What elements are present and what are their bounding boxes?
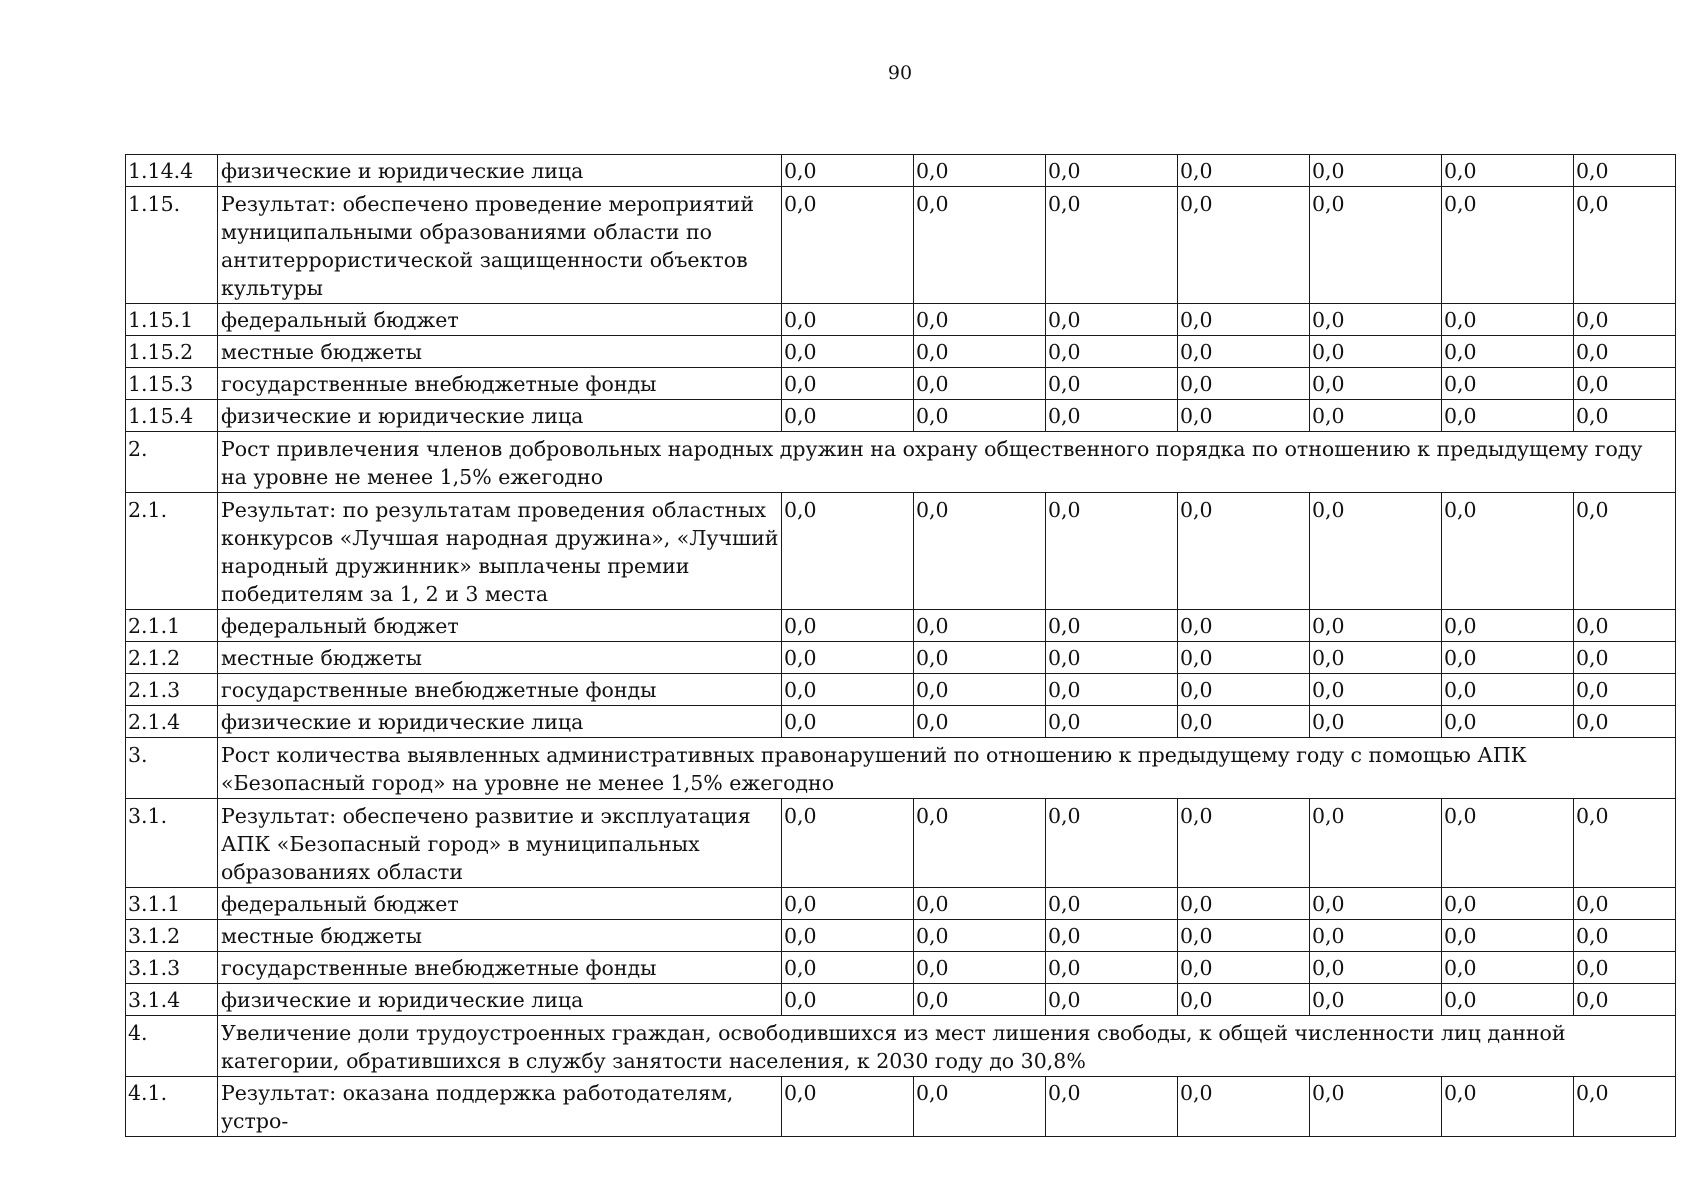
row-label: Результат: обеспечено проведение мероприятий муниципальными образованиями области по антитеррористической защищенности объектов культуры — [218, 187, 782, 304]
value-cell: 0,0 — [1178, 888, 1310, 920]
value-cell: 0,0 — [782, 952, 914, 984]
value-cell: 0,0 — [782, 610, 914, 642]
value-cell: 0,0 — [1178, 336, 1310, 368]
table-row — [126, 888, 1676, 920]
value-cell: 0,0 — [782, 155, 914, 187]
value-cell: 0,0 — [1574, 888, 1676, 920]
value-cell: 0,0 — [1574, 1077, 1676, 1137]
value-cell: 0,0 — [914, 920, 1046, 952]
value-cell: 0,0 — [1310, 155, 1442, 187]
value-cell: 0,0 — [1574, 642, 1676, 674]
row-label: местные бюджеты — [218, 920, 782, 952]
value-cell: 0,0 — [1310, 336, 1442, 368]
row-code: 1.15.2 — [126, 336, 218, 368]
value-cell: 0,0 — [914, 799, 1046, 888]
value-cell: 0,0 — [1178, 304, 1310, 336]
value-cell: 0,0 — [1574, 336, 1676, 368]
value-cell: 0,0 — [782, 706, 914, 738]
table-row — [126, 706, 1676, 738]
value-cell: 0,0 — [1442, 799, 1574, 888]
value-cell: 0,0 — [782, 336, 914, 368]
row-label: государственные внебюджетные фонды — [218, 674, 782, 706]
value-cell: 0,0 — [914, 706, 1046, 738]
table-body — [126, 155, 1676, 1137]
value-cell: 0,0 — [1574, 493, 1676, 610]
row-code: 3.1.2 — [126, 920, 218, 952]
table-row — [126, 368, 1676, 400]
value-cell: 0,0 — [1310, 610, 1442, 642]
value-cell: 0,0 — [1442, 920, 1574, 952]
row-code: 3.1.1 — [126, 888, 218, 920]
value-cell: 0,0 — [1178, 920, 1310, 952]
value-cell: 0,0 — [1046, 336, 1178, 368]
row-label: местные бюджеты — [218, 336, 782, 368]
value-cell: 0,0 — [914, 336, 1046, 368]
value-cell: 0,0 — [1442, 368, 1574, 400]
value-cell: 0,0 — [914, 368, 1046, 400]
value-cell: 0,0 — [1310, 920, 1442, 952]
row-code: 4. — [126, 1016, 218, 1077]
value-cell: 0,0 — [1310, 888, 1442, 920]
table-row — [126, 493, 1676, 610]
table-row — [126, 674, 1676, 706]
row-code: 1.15.3 — [126, 368, 218, 400]
page-number: 90 — [887, 62, 913, 84]
value-cell: 0,0 — [1442, 493, 1574, 610]
value-cell: 0,0 — [1442, 984, 1574, 1016]
value-cell: 0,0 — [1178, 187, 1310, 304]
value-cell: 0,0 — [1574, 920, 1676, 952]
value-cell: 0,0 — [782, 187, 914, 304]
value-cell: 0,0 — [1310, 799, 1442, 888]
value-cell: 0,0 — [782, 799, 914, 888]
row-label: физические и юридические лица — [218, 155, 782, 187]
value-cell: 0,0 — [1046, 706, 1178, 738]
row-label: физические и юридические лица — [218, 400, 782, 432]
value-cell: 0,0 — [1574, 304, 1676, 336]
value-cell: 0,0 — [1574, 799, 1676, 888]
value-cell: 0,0 — [914, 888, 1046, 920]
table-row — [126, 432, 1676, 493]
value-cell: 0,0 — [1442, 952, 1574, 984]
value-cell: 0,0 — [1574, 984, 1676, 1016]
section-heading: Рост привлечения членов добровольных народных дружин на охрану общественного порядка по отношению к предыдущему году на уровне не менее 1,5% ежегодно — [218, 432, 1676, 493]
value-cell: 0,0 — [1178, 799, 1310, 888]
value-cell: 0,0 — [782, 984, 914, 1016]
value-cell: 0,0 — [1574, 187, 1676, 304]
value-cell: 0,0 — [1574, 952, 1676, 984]
value-cell: 0,0 — [914, 400, 1046, 432]
value-cell: 0,0 — [1046, 674, 1178, 706]
value-cell: 0,0 — [914, 642, 1046, 674]
table-row — [126, 155, 1676, 187]
value-cell: 0,0 — [1046, 952, 1178, 984]
row-label: Результат: оказана поддержка работодателям, устро- — [218, 1077, 782, 1137]
value-cell: 0,0 — [782, 888, 914, 920]
value-cell: 0,0 — [782, 304, 914, 336]
value-cell: 0,0 — [1442, 674, 1574, 706]
value-cell: 0,0 — [1574, 368, 1676, 400]
table-row — [126, 610, 1676, 642]
row-code: 2.1.1 — [126, 610, 218, 642]
table-row — [126, 1077, 1676, 1137]
value-cell: 0,0 — [914, 155, 1046, 187]
value-cell: 0,0 — [1178, 642, 1310, 674]
table-row — [126, 336, 1676, 368]
value-cell: 0,0 — [1442, 400, 1574, 432]
value-cell: 0,0 — [1442, 888, 1574, 920]
value-cell: 0,0 — [1046, 984, 1178, 1016]
value-cell: 0,0 — [1046, 493, 1178, 610]
value-cell: 0,0 — [914, 610, 1046, 642]
value-cell: 0,0 — [914, 984, 1046, 1016]
value-cell: 0,0 — [1442, 336, 1574, 368]
value-cell: 0,0 — [1442, 304, 1574, 336]
row-code: 2. — [126, 432, 218, 493]
value-cell: 0,0 — [1046, 1077, 1178, 1137]
value-cell: 0,0 — [782, 674, 914, 706]
value-cell: 0,0 — [1046, 187, 1178, 304]
row-label: государственные внебюджетные фонды — [218, 368, 782, 400]
table-row — [126, 400, 1676, 432]
value-cell: 0,0 — [1574, 400, 1676, 432]
value-cell: 0,0 — [1046, 920, 1178, 952]
value-cell: 0,0 — [1574, 155, 1676, 187]
value-cell: 0,0 — [1046, 642, 1178, 674]
value-cell: 0,0 — [1178, 952, 1310, 984]
row-code: 2.1. — [126, 493, 218, 610]
table-row — [126, 187, 1676, 304]
value-cell: 0,0 — [914, 952, 1046, 984]
value-cell: 0,0 — [1178, 493, 1310, 610]
value-cell: 0,0 — [914, 1077, 1046, 1137]
value-cell: 0,0 — [1310, 674, 1442, 706]
row-code: 2.1.2 — [126, 642, 218, 674]
value-cell: 0,0 — [1178, 610, 1310, 642]
table-row — [126, 738, 1676, 799]
value-cell: 0,0 — [1046, 304, 1178, 336]
row-code: 3. — [126, 738, 218, 799]
value-cell: 0,0 — [1442, 187, 1574, 304]
value-cell: 0,0 — [1178, 706, 1310, 738]
row-label: федеральный бюджет — [218, 610, 782, 642]
table-row — [126, 984, 1676, 1016]
row-label: физические и юридические лица — [218, 984, 782, 1016]
row-code: 2.1.4 — [126, 706, 218, 738]
row-code: 2.1.3 — [126, 674, 218, 706]
table-row — [126, 304, 1676, 336]
table-row — [126, 920, 1676, 952]
value-cell: 0,0 — [1310, 187, 1442, 304]
row-label: Результат: по результатам проведения областных конкурсов «Лучшая народная дружина», «Лучший народный дружинник» выплачены премии победителям за 1, 2 и 3 места — [218, 493, 782, 610]
value-cell: 0,0 — [782, 1077, 914, 1137]
table-row — [126, 1016, 1676, 1077]
value-cell: 0,0 — [1574, 706, 1676, 738]
value-cell: 0,0 — [914, 187, 1046, 304]
value-cell: 0,0 — [1442, 706, 1574, 738]
value-cell: 0,0 — [914, 493, 1046, 610]
value-cell: 0,0 — [1310, 642, 1442, 674]
section-heading: Рост количества выявленных административных правонарушений по отношению к предыдущему году с помощью АПК «Безопасный город» на уровне не менее 1,5% ежегодно — [218, 738, 1676, 799]
value-cell: 0,0 — [782, 368, 914, 400]
value-cell: 0,0 — [1574, 610, 1676, 642]
value-cell: 0,0 — [1310, 368, 1442, 400]
table-row — [126, 799, 1676, 888]
value-cell: 0,0 — [914, 304, 1046, 336]
value-cell: 0,0 — [1178, 674, 1310, 706]
value-cell: 0,0 — [782, 920, 914, 952]
row-code: 3.1.4 — [126, 984, 218, 1016]
row-label: государственные внебюджетные фонды — [218, 952, 782, 984]
row-label: физические и юридические лица — [218, 706, 782, 738]
row-label: федеральный бюджет — [218, 888, 782, 920]
budget-table — [125, 154, 1676, 1137]
row-code: 3.1. — [126, 799, 218, 888]
value-cell: 0,0 — [1178, 400, 1310, 432]
row-code: 4.1. — [126, 1077, 218, 1137]
value-cell: 0,0 — [1310, 952, 1442, 984]
value-cell: 0,0 — [782, 400, 914, 432]
row-code: 1.15.1 — [126, 304, 218, 336]
row-label: Результат: обеспечено развитие и эксплуатация АПК «Безопасный город» в муниципальных образованиях области — [218, 799, 782, 888]
budget-table-container — [125, 154, 1675, 1137]
section-heading: Увеличение доли трудоустроенных граждан, освободившихся из мест лишения свободы, к общей численности лиц данной категории, обратившихся в службу занятости населения, к 2030 году до 30,8% — [218, 1016, 1676, 1077]
value-cell: 0,0 — [1442, 642, 1574, 674]
value-cell: 0,0 — [1178, 1077, 1310, 1137]
value-cell: 0,0 — [782, 642, 914, 674]
value-cell: 0,0 — [1046, 368, 1178, 400]
row-code: 1.14.4 — [126, 155, 218, 187]
value-cell: 0,0 — [1442, 1077, 1574, 1137]
value-cell: 0,0 — [1046, 400, 1178, 432]
row-code: 1.15.4 — [126, 400, 218, 432]
value-cell: 0,0 — [1442, 155, 1574, 187]
value-cell: 0,0 — [1574, 674, 1676, 706]
table-row — [126, 952, 1676, 984]
row-code: 1.15. — [126, 187, 218, 304]
value-cell: 0,0 — [1046, 799, 1178, 888]
table-row — [126, 642, 1676, 674]
value-cell: 0,0 — [1178, 155, 1310, 187]
value-cell: 0,0 — [1310, 1077, 1442, 1137]
value-cell: 0,0 — [1310, 984, 1442, 1016]
row-label: федеральный бюджет — [218, 304, 782, 336]
value-cell: 0,0 — [1046, 888, 1178, 920]
value-cell: 0,0 — [1442, 610, 1574, 642]
value-cell: 0,0 — [1310, 493, 1442, 610]
value-cell: 0,0 — [914, 674, 1046, 706]
value-cell: 0,0 — [1310, 400, 1442, 432]
value-cell: 0,0 — [1046, 155, 1178, 187]
value-cell: 0,0 — [1046, 610, 1178, 642]
value-cell: 0,0 — [1178, 368, 1310, 400]
value-cell: 0,0 — [1178, 984, 1310, 1016]
value-cell: 0,0 — [1310, 304, 1442, 336]
value-cell: 0,0 — [1310, 706, 1442, 738]
row-label: местные бюджеты — [218, 642, 782, 674]
row-code: 3.1.3 — [126, 952, 218, 984]
value-cell: 0,0 — [782, 493, 914, 610]
